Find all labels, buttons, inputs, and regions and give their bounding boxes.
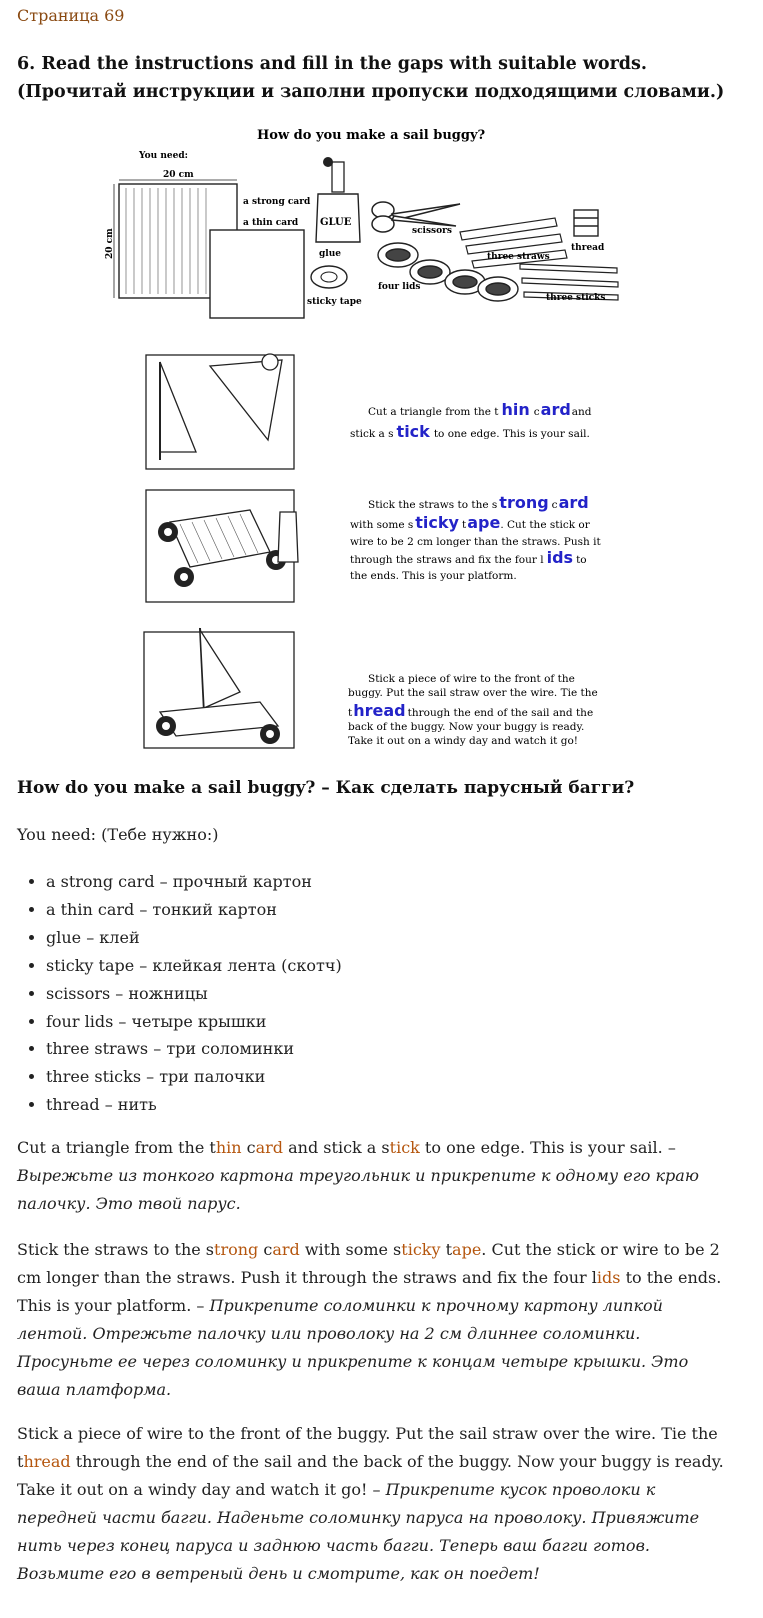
translation-text: Прикрепите кусок проволоки к передней части багги. Наденьте соломинку паруса на проволоку. Привяжите нить через конец паруса и заднюю часть багги. Теперь ваш багги готов. Возьмите его в ветреный день и смотрите, как он поедет! [17, 1480, 700, 1583]
svg-text:stick a stickto one edge. This [350, 422, 590, 441]
answer-text: c [241, 1138, 256, 1157]
list-item: • four lids – четыре крышки [46, 1008, 746, 1036]
step1-text: to one edge. This is your sail. [433, 428, 590, 440]
list-item: • glue – клей [46, 924, 746, 952]
answer-text: to one edge. This is your sail. – [419, 1138, 676, 1157]
materials-list [17, 868, 746, 1119]
answer-paragraph-3 [17, 1420, 729, 1588]
gap-fill: ticky [415, 513, 459, 532]
gap-fill: trong [499, 493, 549, 512]
step1-picture [146, 354, 294, 469]
thin-card-picture [210, 230, 304, 318]
textbook-illustration [100, 122, 660, 762]
label-sticky-tape: sticky tape [307, 297, 362, 307]
svg-text:threadthrough the end of the s [348, 701, 593, 720]
glue-bottle-label: GLUE [320, 217, 352, 228]
step1-text: c [533, 406, 540, 418]
answer-text: to the ends. This is your platform. – [17, 1268, 722, 1315]
answer-word: ape [452, 1240, 482, 1259]
answer-text: through the end of the sail and the back of the buggy. Now your buggy is ready. Take it out on a windy day and watch it go! – [17, 1452, 724, 1499]
thread-picture [574, 210, 598, 236]
list-item: • a thin card – тонкий картон [46, 896, 746, 924]
gap-fill: ard [540, 400, 571, 419]
list-item: • thread – нить [46, 1091, 746, 1119]
step3-picture [144, 628, 294, 748]
label-strong-card: a strong card [243, 197, 311, 207]
step3-text: Take it out on a windy day and watch it go! [348, 735, 578, 747]
step1-text: stick a s [350, 428, 394, 440]
step3-text: buggy. Put the sail straw over the wire. Tie the [348, 687, 598, 699]
svg-text:with some stickytape. Cut the [350, 513, 591, 532]
answer-word: tick [389, 1138, 420, 1157]
step3-text: back of the buggy. Now your buggy is ready. [348, 721, 585, 733]
label-glue: glue [319, 249, 341, 259]
answer-text: c [258, 1240, 273, 1259]
answer-word: trong [214, 1240, 259, 1259]
book-title: How do you make a sail buggy? [257, 128, 486, 143]
label-three-straws: three straws [487, 252, 550, 262]
label-thin-card: a thin card [243, 218, 299, 228]
step2-text: through the straws and fix the four l [350, 554, 544, 566]
task-heading: 6. Read the instructions and fill in the gaps with suitable words. (Прочитай инструкции и заполни пропуски подходящими словами.) [17, 54, 725, 102]
gap-fill: ard [558, 493, 589, 512]
step3-text: Stick a piece of wire to the front of the [368, 673, 575, 685]
answer-text: t [440, 1240, 453, 1259]
step1-text: Cut a triangle from the t [368, 406, 499, 418]
step2-text: wire to be 2 cm longer than the straws. Push it [350, 536, 601, 548]
step2-text: t [461, 519, 467, 531]
page-number: Страница 69 [17, 6, 125, 25]
answer-word: hin [215, 1138, 242, 1157]
answer-text: Cut a triangle from the t [17, 1138, 216, 1157]
step2-text: . Cut the stick or [500, 519, 590, 531]
step2-text: c [551, 499, 558, 511]
you-need-label: You need: [139, 151, 188, 161]
translation-text: Прикрепите соломинки к прочному картону липкой лентой. Отрежьте палочку или проволоку на 2 см длиннее соломинки. Просуньте ее через соломинку и прикрепите к концам четыре крышки. Это ваша платформа. [17, 1296, 689, 1399]
answer-word: ticky [401, 1240, 441, 1259]
answer-text: and stick a s [283, 1138, 390, 1157]
glue-bottle-picture [316, 157, 360, 242]
step3-text: t [348, 707, 353, 719]
answer-paragraph-2 [17, 1236, 729, 1404]
step2-text: with some s [350, 519, 414, 531]
gap-fill: hread [353, 701, 406, 720]
answer-word: ids [596, 1268, 621, 1287]
list-item: • three straws – три соломинки [46, 1035, 746, 1063]
answer-word: hread [23, 1452, 71, 1471]
step1-text: and [571, 406, 592, 418]
label-four-lids: four lids [378, 282, 421, 292]
step2-text: the ends. This is your platform. [350, 570, 517, 582]
step2-picture [146, 490, 298, 602]
svg-text:Stick the straws to the strong [368, 493, 589, 512]
list-item: • three sticks – три палочки [46, 1063, 746, 1091]
answer-text: with some s [299, 1240, 402, 1259]
answer-word: ard [255, 1138, 284, 1157]
sticky-tape-picture [311, 266, 347, 288]
label-scissors: scissors [412, 226, 452, 236]
label-thread: thread [571, 243, 605, 253]
answer-word: ard [272, 1240, 300, 1259]
gap-fill: ape [467, 513, 501, 532]
svg-text:through the straws and fix the [350, 548, 587, 567]
answer-text: Stick the straws to the s [17, 1240, 215, 1259]
dimension-width: 20 cm [163, 170, 194, 180]
gap-fill: ids [546, 548, 574, 567]
you-need-line: You need: (Тебе нужно:) [17, 825, 219, 844]
answer-text: Stick a piece of wire to the front of the buggy. Put the sail straw over the wire. Tie the t [17, 1424, 718, 1471]
gap-fill: hin [501, 400, 530, 419]
list-item: • sticky tape – клейкая лента (скотч) [46, 952, 746, 980]
step3-text: through the end of the sail and the [407, 707, 594, 719]
label-three-sticks: three sticks [546, 293, 606, 303]
translation-text: Вырежьте из тонкого картона треугольник и прикрепите к одному его краю палочку. Это твой парус. [17, 1166, 699, 1213]
list-item: • a strong card – прочный картон [46, 868, 746, 896]
answer-text: . Cut the stick or wire to be 2 cm longer than the straws. Push it through the straws and fix the four l [17, 1240, 720, 1287]
gap-fill: tick [396, 422, 430, 441]
list-item: • scissors – ножницы [46, 980, 746, 1008]
svg-text:Cut a triangle from the thinca [368, 400, 592, 419]
dimension-height: 20 cm [105, 228, 115, 259]
step2-text: to [576, 554, 587, 566]
answer-paragraph-1 [17, 1134, 729, 1218]
step2-text: Stick the straws to the s [368, 499, 498, 511]
section-heading: How do you make a sail buggy? – Как сделать парусный багги? [17, 778, 635, 798]
